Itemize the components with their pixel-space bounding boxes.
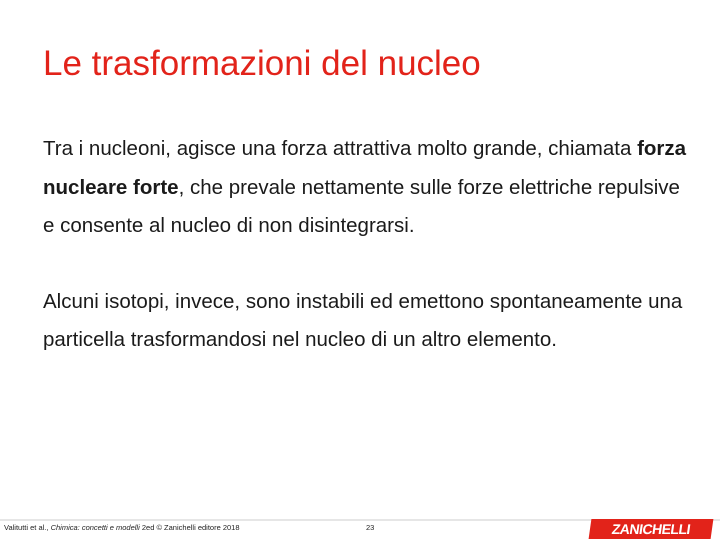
- paragraph-1-bold-term: forza nucleare forte: [43, 137, 687, 199]
- footer-credit-title: Chimica: concetti e modelli: [50, 523, 140, 532]
- slide-body: [43, 130, 693, 397]
- page-number: 23: [366, 523, 375, 532]
- slide-title: Le trasformazioni del nucleo: [43, 44, 481, 83]
- paragraph-isotopes: Alcuni isotopi, invece, sono instabili ed emettono spontaneamente una particella trasformandosi nel nucleo di un altro elemento.: [43, 289, 683, 351]
- footer-credit-suffix: 2ed © Zanichelli editore 2018: [139, 523, 240, 532]
- paragraph-1-after: , che prevale nettamente sulle forze elettriche repulsive e consente al nucleo di non disintegrarsi.: [43, 175, 680, 237]
- paragraph-1-before: Tra i nucleoni, agisce una forza attrattiva molto grande, chiamata: [43, 137, 638, 160]
- zanichelli-logo: ZANICHELLI: [589, 519, 714, 539]
- footer-credit: [4, 523, 240, 532]
- footer-credit-prefix: Valitutti et al.,: [4, 523, 51, 532]
- paragraph-strong-force: [43, 130, 693, 246]
